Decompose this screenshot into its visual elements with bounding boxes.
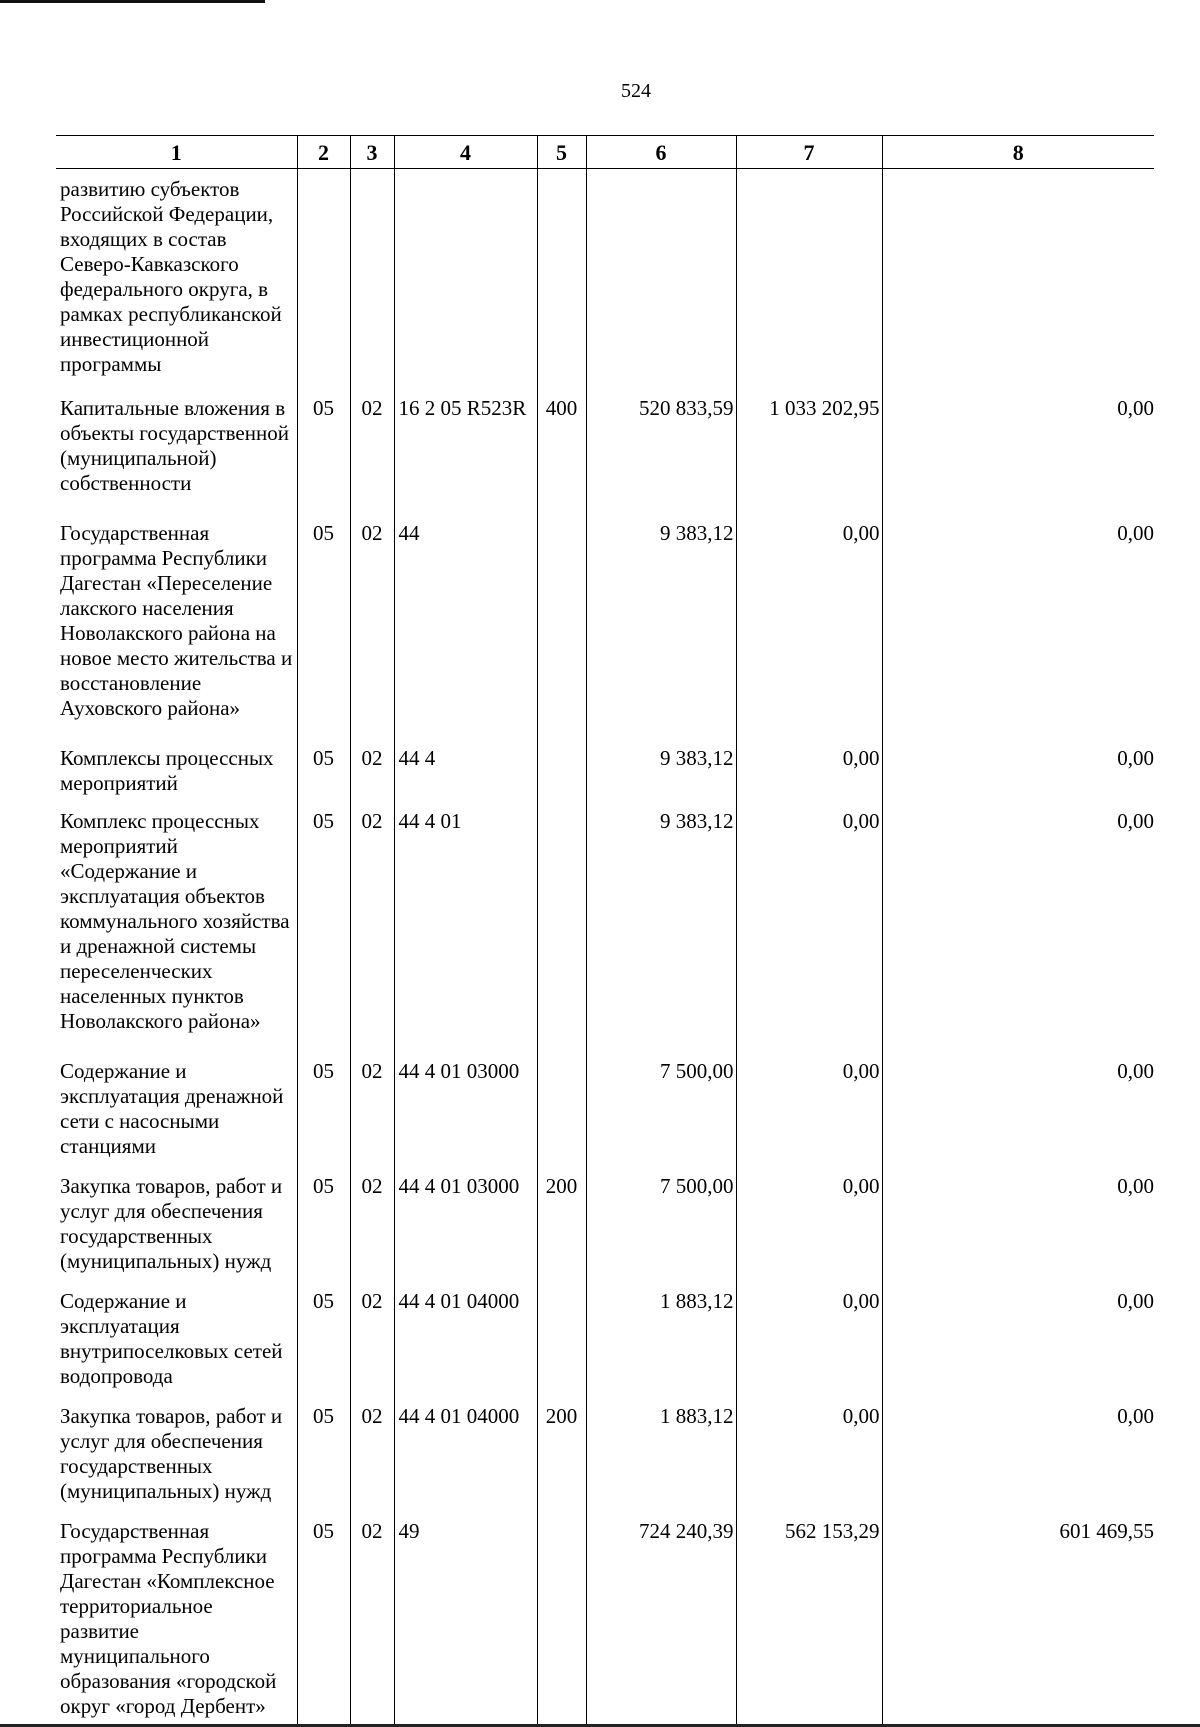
section-code: 05 [297,520,350,745]
amount-col8: 0,00 [882,520,1154,745]
row-description: развитию субъектов Российской Федерации, входящих в состав Северо-Кавказского федерального округа, в рамках республиканской инвестиционной программы [60,177,282,376]
amount-col7: 0,00 [736,1173,882,1288]
target-article-code: 44 [394,520,537,745]
expense-type-code: 400 [537,395,586,520]
table-row [56,1518,1154,1725]
row-description: Капитальные вложения в объекты государственной (муниципальной) собственности [60,396,289,495]
section-code: 05 [297,808,350,1058]
expense-type-code [537,1518,586,1725]
table-row [56,808,1154,1058]
row-description: Государственная программа Республики Дагестан «Переселение лакского населения Новолакского района на новое место жительства и восстановление Ауховского района» [60,521,293,720]
expense-type-code [537,808,586,1058]
table-row [56,745,1154,808]
amount-col7: 0,00 [736,520,882,745]
column-header: 5 [537,136,586,169]
amount-col6: 7 500,00 [586,1173,736,1288]
table-row [56,1058,1154,1173]
target-article-code: 44 4 01 03000 [394,1173,537,1288]
row-description: Государственная программа Республики Дагестан «Комплексное территориальное развитие муниципального образования «городской округ «город Дербент» [60,1519,277,1718]
subsection-code: 02 [350,520,394,745]
amount-col6: 724 240,39 [586,1518,736,1725]
column-header: 8 [882,136,1154,169]
header-row [56,136,1154,169]
section-code: 05 [297,1403,350,1518]
table-row [56,1173,1154,1288]
subsection-code: 02 [350,1518,394,1725]
subsection-code: 02 [350,395,394,520]
amount-col7: 562 153,29 [736,1518,882,1725]
amount-col6: 1 883,12 [586,1403,736,1518]
amount-col6: 520 833,59 [586,395,736,520]
column-header: 7 [736,136,882,169]
amount-col8: 0,00 [882,1058,1154,1173]
amount-col6: 9 383,12 [586,745,736,808]
row-description: Закупка товаров, работ и услуг для обеспечения государственных (муниципальных) нужд [60,1404,283,1503]
row-description: Комплексы процессных мероприятий [60,746,274,795]
amount-col7: 0,00 [736,1288,882,1403]
section-code: 05 [297,395,350,520]
table-row [56,520,1154,745]
amount-col8: 0,00 [882,745,1154,808]
subsection-code: 02 [350,745,394,808]
expense-type-code: 200 [537,1403,586,1518]
column-header: 4 [394,136,537,169]
budget-table [56,135,1154,1725]
amount-col8: 0,00 [882,395,1154,520]
expense-type-code [537,1058,586,1173]
section-code: 05 [297,745,350,808]
target-article-code: 44 4 01 03000 [394,1058,537,1173]
target-article-code: 49 [394,1518,537,1725]
expense-type-code [537,1288,586,1403]
amount-col8 [882,169,1154,396]
target-article-code: 44 4 01 [394,808,537,1058]
expense-type-code [537,745,586,808]
target-article-code: 44 4 [394,745,537,808]
amount-col6: 9 383,12 [586,520,736,745]
amount-col7: 0,00 [736,808,882,1058]
table-row [56,395,1154,520]
expense-type-code: 200 [537,1173,586,1288]
amount-col6 [586,169,736,396]
amount-col6: 9 383,12 [586,808,736,1058]
section-code: 05 [297,1058,350,1173]
row-description: Содержание и эксплуатация внутрипоселковых сетей водопровода [60,1289,283,1388]
row-description: Содержание и эксплуатация дренажной сети с насосными станциями [60,1059,284,1158]
amount-col6: 1 883,12 [586,1288,736,1403]
amount-col8: 0,00 [882,1288,1154,1403]
row-description: Закупка товаров, работ и услуг для обеспечения государственных (муниципальных) нужд [60,1174,283,1273]
section-code: 05 [297,1518,350,1725]
amount-col7: 0,00 [736,745,882,808]
subsection-code: 02 [350,1403,394,1518]
amount-col8: 0,00 [882,1403,1154,1518]
subsection-code: 02 [350,1058,394,1173]
table-row [56,1403,1154,1518]
amount-col7 [736,169,882,396]
amount-col8: 601 469,55 [882,1518,1154,1725]
target-article-code [394,169,537,396]
amount-col7: 1 033 202,95 [736,395,882,520]
expense-type-code [537,520,586,745]
subsection-code [350,169,394,396]
subsection-code: 02 [350,1288,394,1403]
row-description: Комплекс процессных мероприятий «Содержание и эксплуатация объектов коммунального хозяйства и дренажной системы переселенческих населенных пунктов Новолакского района» [60,809,290,1033]
section-code [297,169,350,396]
subsection-code: 02 [350,1173,394,1288]
subsection-code: 02 [350,808,394,1058]
amount-col6: 7 500,00 [586,1058,736,1173]
expense-type-code [537,169,586,396]
section-code: 05 [297,1288,350,1403]
table-row [56,169,1154,396]
column-header: 6 [586,136,736,169]
target-article-code: 16 2 05 R523R [394,395,537,520]
amount-col7: 0,00 [736,1058,882,1173]
amount-col7: 0,00 [736,1403,882,1518]
section-code: 05 [297,1173,350,1288]
amount-col8: 0,00 [882,808,1154,1058]
target-article-code: 44 4 01 04000 [394,1403,537,1518]
table-row [56,1288,1154,1403]
target-article-code: 44 4 01 04000 [394,1288,537,1403]
column-header: 3 [350,136,394,169]
amount-col8: 0,00 [882,1173,1154,1288]
page-number: 524 [621,80,651,102]
scan-edge-top [0,0,265,3]
column-header: 1 [56,136,297,169]
column-header: 2 [297,136,350,169]
